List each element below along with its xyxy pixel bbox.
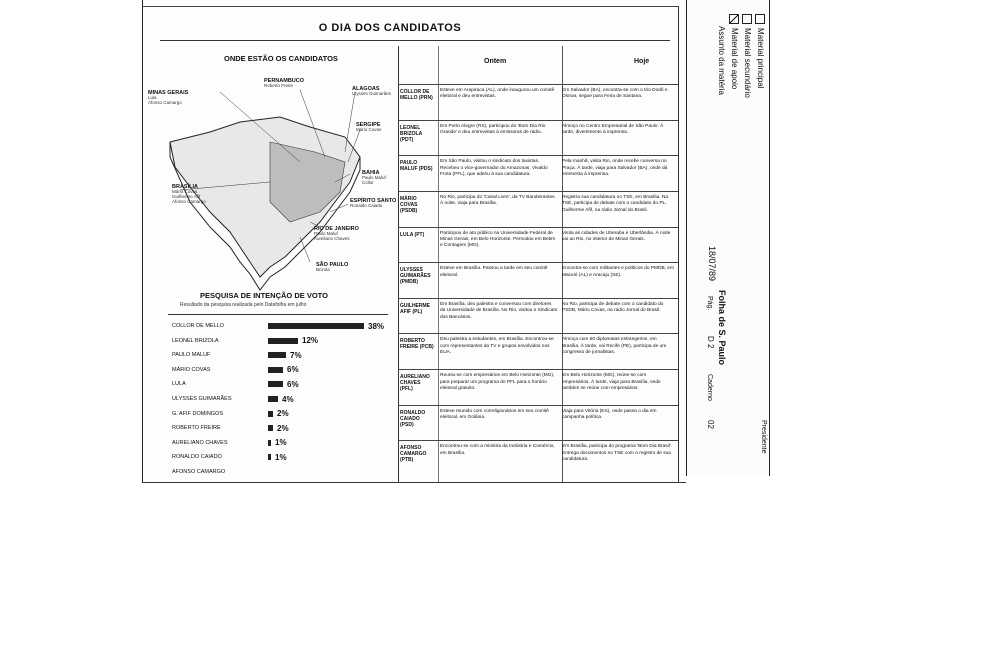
table-row [398,262,678,299]
poll-bar [268,425,273,431]
poll-candidate-name: ROBERTO FREIRE [172,425,221,432]
poll-bar-track [268,454,271,460]
poll-value: 38% [368,321,385,331]
poll-value: 6% [287,365,299,375]
map-label-pernambuco: PERNAMBUCO Roberto Freire [264,78,305,89]
candidate-name: LEONEL BRIZOLA (PDT) [400,124,423,143]
poll-bar [268,440,271,446]
map-label-alagoas: ALAGOAS Ulysses Guimarães [352,86,392,97]
poll-bar [268,396,278,402]
poll-candidate-name: PAULO MALUF [172,352,211,359]
poll-value: 1% [275,452,287,462]
candidate-name: ROBERTO FREIRE (PCB) [400,338,434,351]
poll-row [172,451,394,463]
map-label-bahia: BAHIA Paulo Maluf Collor [362,170,386,185]
hoje-cell: No Rio, participa de debate com o candidato do PSDB, Mário Covas, na rádio Jornal do Brasil. [562,301,664,314]
stamp-section: 02 [706,420,715,429]
hoje-cell: Em Brasília, participa do programa 'Bom Dia Brasil'. Entrega documentos no TSE com o registro de sua candidatura. [562,444,673,463]
poll-value: 2% [277,409,289,419]
table-header-ontem: Ontem [484,58,507,65]
poll-bar [268,411,273,417]
hoje-cell: Em Belo Horizonte (MG), reúne-se com empresários. À tarde, viaja para Brasília, onde também se reúne com empresários. [562,373,661,392]
archive-stamp [686,0,770,476]
ontem-cell: Deu palestra a estudantes, em Brasília. Encontrou-se com representantes da TV e grupos envolvidos nos EUA. [440,337,554,356]
poll-bar [268,338,298,344]
candidate-name: GUILHERME AFIF (PL) [400,302,430,315]
table-row [398,191,678,228]
top-rule [142,6,678,7]
ontem-cell: Esteve reunido com correligionários em seu comitê eleitoral, em Goiânia. [440,408,549,421]
candidate-name: AFONSO CAMARGO (PTB) [400,445,427,464]
map-label-brasilia: BRASÍLIA Mário Covas Guilherme Afif Afonso Camargo [172,184,206,204]
poll-bar-track [268,411,273,417]
poll-row [172,349,394,361]
poll-title: PESQUISA DE INTENÇÃO DE VOTO [200,291,328,300]
stamp-paper: Folha de S. Paulo [717,290,727,366]
poll-row [172,378,394,390]
ontem-cell: Esteve em Brasília. Passou a tarde em seu comitê eleitoral. [440,266,548,278]
ontem-cell: Encontrou-se com a ministra da Indústria e Comércio, em Brasília. [440,444,555,456]
table-row [398,369,678,406]
hoje-cell: Viaja para Vitória (ES), onde passa o dia em campanha política. [562,408,657,421]
poll-bar-track [268,425,273,431]
map-label-sergipe: SERGIPE Mário Covas [356,122,382,133]
hoje-cell: Em Salvador (BA), encontra-se com o trio Dodô e Osmar, segue para Feira de Santana. [562,88,668,100]
table-header-hoje: Hoje [634,58,650,65]
poll-candidate-name: MÁRIO COVAS [172,366,211,373]
checkbox-checked-icon [729,14,739,24]
table-row [398,120,678,157]
poll-row [172,408,394,420]
poll-bar-track [268,396,278,402]
poll-candidate-name: RONALDO CAIADO [172,454,222,461]
poll-candidate-name: LEONEL BRIZOLA [172,337,219,344]
table-row [398,440,678,477]
map-title: ONDE ESTÃO OS CANDIDATOS [224,54,338,63]
poll-bar-track [268,381,283,387]
ontem-cell: Em Brasília, deu palestra e conversou com diretores da Universidade de Brasília. No Rio, visitou o Sindicato dos Bancários. [440,301,558,320]
poll-bar [268,352,286,358]
stamp-note: Assunto da matéria [717,26,726,95]
poll-subtitle: Resultado da pesquisa realizada pelo Datafolha em julho [180,302,307,308]
poll-row [172,335,394,347]
table-row [398,84,678,121]
table-row [398,227,678,264]
poll-bar [268,367,283,373]
stamp-section-label: Caderno [706,374,713,401]
stamp-tag: Presidente [760,420,767,454]
stamp-page: D 2 [706,336,715,349]
candidate-name: AURELIANO CHAVES (PFL) [400,374,430,393]
poll-bar [268,381,283,387]
hoje-cell: Visita as cidades de Uberaba e Uberlândia. À noite vai ao Rio, no interior de Minas Gerais. [562,230,671,242]
candidate-name: LULA (PT) [400,231,425,238]
poll-bar-track [268,323,364,329]
poll-candidate-name: AURELIANO CHAVES [172,439,228,446]
map-label-sao-paulo: SÃO PAULO Brizola [316,262,349,273]
ontem-cell: Reuniu-se com empresários em Belo Horizonte (MG), para preparar um programa do PFL para o horário eleitoral gratuito. [440,373,555,392]
poll-bar [268,323,364,329]
poll-candidate-name: LULA [172,381,186,388]
poll-candidate-name: AFONSO CAMARGO [172,469,226,475]
poll-bar-track [268,440,271,446]
poll-value: 1% [275,438,287,448]
poll-rule [168,314,388,315]
poll-value: 12% [302,336,319,346]
table-row [398,405,678,442]
ontem-cell: Participou de ato público na Universidade Federal de Minas Gerais, em Belo Horizonte. Pernoitou em Betim e Contagem (MG). [440,230,556,249]
ontem-cell: Esteve em Arapiraca (AL), onde inaugurou um comitê eleitoral e deu entrevistas. [440,88,555,100]
ontem-cell: Em Porto Alegre (RS), participou do 'Bom Dia Rio Grande' e deu entrevistas à emissoras de rádio. [440,123,546,136]
table-row [398,298,678,335]
ontem-cell: Em São Paulo, visitou o sindicato dos taxistas. Recebeu o vice-governador do Amazonas, Vivaldo Frota (PFL), que aderiu à sua candidatura. [440,159,548,178]
table-row [398,333,678,370]
candidate-name: RONALDO CAIADO (PSD) [400,409,426,428]
poll-row [172,393,394,405]
stamp-date: 18/07/89 [707,246,717,282]
candidate-name: ULYSSES GUIMARÃES (PMDB) [400,267,431,286]
title-rule [160,40,670,41]
checkbox-icon [755,14,765,24]
poll-candidate-name: ULYSSES GUIMARÃES [172,396,232,402]
poll-value: 4% [282,394,294,404]
poll-candidate-name: G. AFIF DOMINGOS [172,410,224,417]
candidate-name: PAULO MALUF (PDS) [400,160,433,173]
hoje-cell: Pela manhã, visita Rio, onde recebe conversa no Praça. À tarde, viaja para Salvador (BA), onde dá entrevista à imprensa. [562,159,668,178]
page-title: O DIA DOS CANDIDATOS [318,22,462,34]
hoje-cell: Almoça com 50 diplomatas estrangeiros, em Brasília. À tarde, vai Recife (PE), participa de um congresso de jornalistas. [562,337,667,356]
table-row [398,155,678,192]
poll-value: 2% [277,423,289,433]
hoje-cell: Almoço no Centro Empresarial de São Paulo. À tarde, divertimento à imprensa. [562,123,664,136]
poll-row [172,320,394,332]
poll-bar-track [268,367,283,373]
candidate-name: MÁRIO COVAS (PSDB) [400,195,418,214]
ontem-cell: No Rio, participa do 'Canal Livre', da TV Bandeirantes. À noite, viaja para Brasília. [440,194,556,207]
poll-candidate-name: COLLOR DE MELLO [172,323,224,329]
poll-row [172,466,394,478]
poll-row [172,437,394,449]
hoje-cell: Registra sua candidatura no TSE, em Brasília. Na TSE, participa de debate com o candidato do PL, Guilherme Afif, na rádio Jornal do Brasil. [562,194,669,213]
poll-bar-track [268,338,298,344]
map-label-espirito-santo: ESPÍRITO SANTO Ronaldo Caiado [350,198,397,209]
candidate-name: COLLOR DE MELLO (PRN) [400,89,433,101]
page-bottom-rule [142,482,686,483]
poll-bar-track [268,352,286,358]
stamp-page-label: Pág. [706,296,713,311]
checkbox-icon [742,14,752,24]
poll-row [172,422,394,434]
stamp-options: Material principal Material secundário Material de apoio Assunto da matéria [715,14,767,98]
poll-value: 7% [290,350,302,360]
page-right-edge [678,6,679,482]
map-label-rio-de-janeiro: RIO DE JANEIRO Paulo Maluf Aureliano Chaves [314,226,359,241]
map-label-minas-gerais: MINAS GERAIS Lula Afonso Camargo [148,90,189,105]
poll-value: 6% [287,379,299,389]
poll-row [172,364,394,376]
hoje-cell: Encontra-se com militantes e políticos do PMDB, em Maceió (AL) e Aracaju (SE). [562,266,674,278]
poll-bar [268,454,271,460]
